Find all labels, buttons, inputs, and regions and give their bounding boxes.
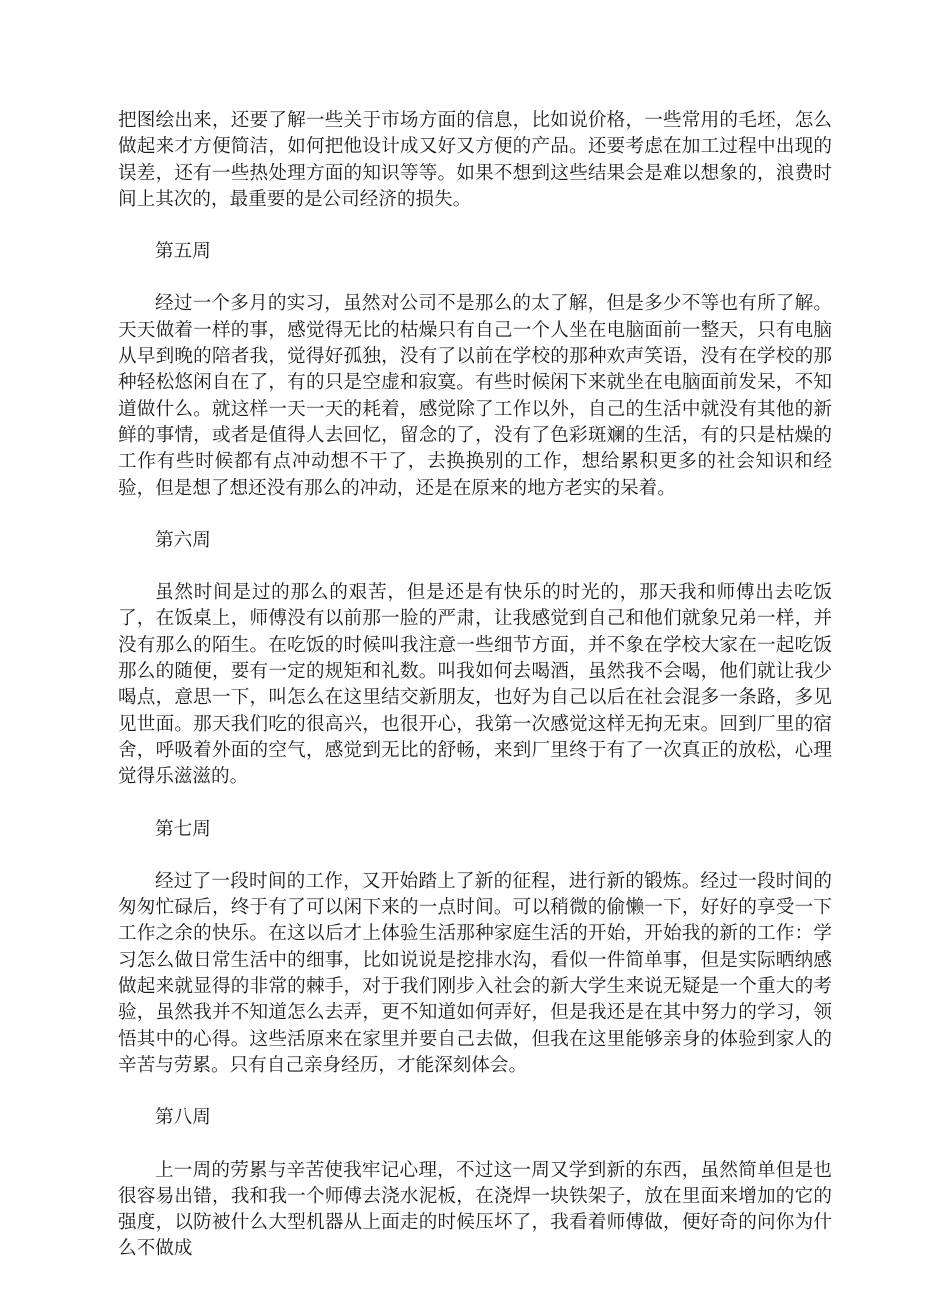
paragraph-continued: 把图绘出来，还要了解一些关于市场方面的信息，比如说价格，一些常用的毛坯，怎么做起来才方便简洁，如何把他设计成又好又方便的产品。还要考虑在加工过程中出现的误差，还有一些热处理方面的知识等等。如果不想到这些结果会是难以想象的，浪费时间上其次的，最重要的是公司经济的损失。 [118,110,832,210]
heading-week-8: 第八周 [155,1107,211,1129]
heading-week-6: 第六周 [155,529,211,551]
paragraph-week-6: 虽然时间是过的那么的艰苦，但是还是有快乐的时光的，那天我和师傅出去吃饭了，在饭桌上，师傅没有以前那一脸的严肃，让我感觉到自己和他们就象兄弟一样，并没有那么的陌生。在吃饭的时候叫我注意一些细节方面，并不象在学校大家在一起吃饭那么的随便，要有一定的规矩和礼数。叫我如何去喝酒，虽然我不会喝，他们就让我少喝点，意思一下，叫怎么在这里结交新朋友，也好为自己以后在社会混多一条路，多见见世面。那天我们吃的很高兴，也很开心，我第一次感觉这样无拘无束。回到厂里的宿舍，呼吸着外面的空气，感觉到无比的舒畅，来到厂里终于有了一次真正的放松，心理觉得乐滋滋的。 [118,582,832,788]
heading-week-7: 第七周 [155,818,211,840]
paragraph-week-8: 上一周的劳累与辛苦使我牢记心理，不过这一周又学到新的东西，虽然简单但是也很容易出错，我和我一个师傅去浇水泥板，在浇焊一块铁架子，放在里面来增加的它的强度，以防被什么大型机器从上面走的时候压坏了，我看着师傅做，便好奇的问你为什么不做成 [118,1159,832,1260]
heading-week-5: 第五周 [155,241,211,263]
paragraph-week-5: 经过一个多月的实习，虽然对公司不是那么的太了解，但是多少不等也有所了解。天天做着一样的事，感觉得无比的枯燥只有自己一个人坐在电脑面前一整天，只有电脑从早到晚的陪者我，觉得好孤独，没有了以前在学校的那种欢声笑语，没有在学校的那种轻松悠闲自在了，有的只是空虚和寂寞。有些时候闲下来就坐在电脑面前发呆，不知道做什么。就这样一天一天的耗着，感觉除了工作以外，自己的生活中就没有其他的新鲜的事情，或者是值得人去回忆，留念的了，没有了色彩斑斓的生活，有的只是枯燥的工作有些时候都有点冲动想不干了，去换换别的工作，想给累积更多的社会知识和经验，但是想了想还没有那么的冲动，还是在原来的地方老实的呆着。 [118,293,832,499]
document-body [118,108,832,1289]
paragraph-week-7: 经过了一段时间的工作，又开始踏上了新的征程，进行新的锻炼。经过一段时间的匆匆忙碌后，终于有了可以闲下来的一点时间。可以稍微的偷懒一下，好好的享受一下工作之余的快乐。在这以后才上体验生活那种家庭生活的开始，开始我的新的工作：学习怎么做日常生活中的细事，比如说说是挖排水沟，看似一件简单事，但是实际晒纳感做起来就显得的非常的棘手，对于我们刚步入社会的新大学生来说无疑是一个重大的考验，虽然我并不知道怎么去弄，更不知道如何弄好，但是我还是在其中努力的学习，领悟其中的心得。这些活原来在家里并要自己去做，但我在这里能够亲身的体验到家人的辛苦与劳累。只有自己亲身经历，才能深刻体会。 [118,870,832,1076]
